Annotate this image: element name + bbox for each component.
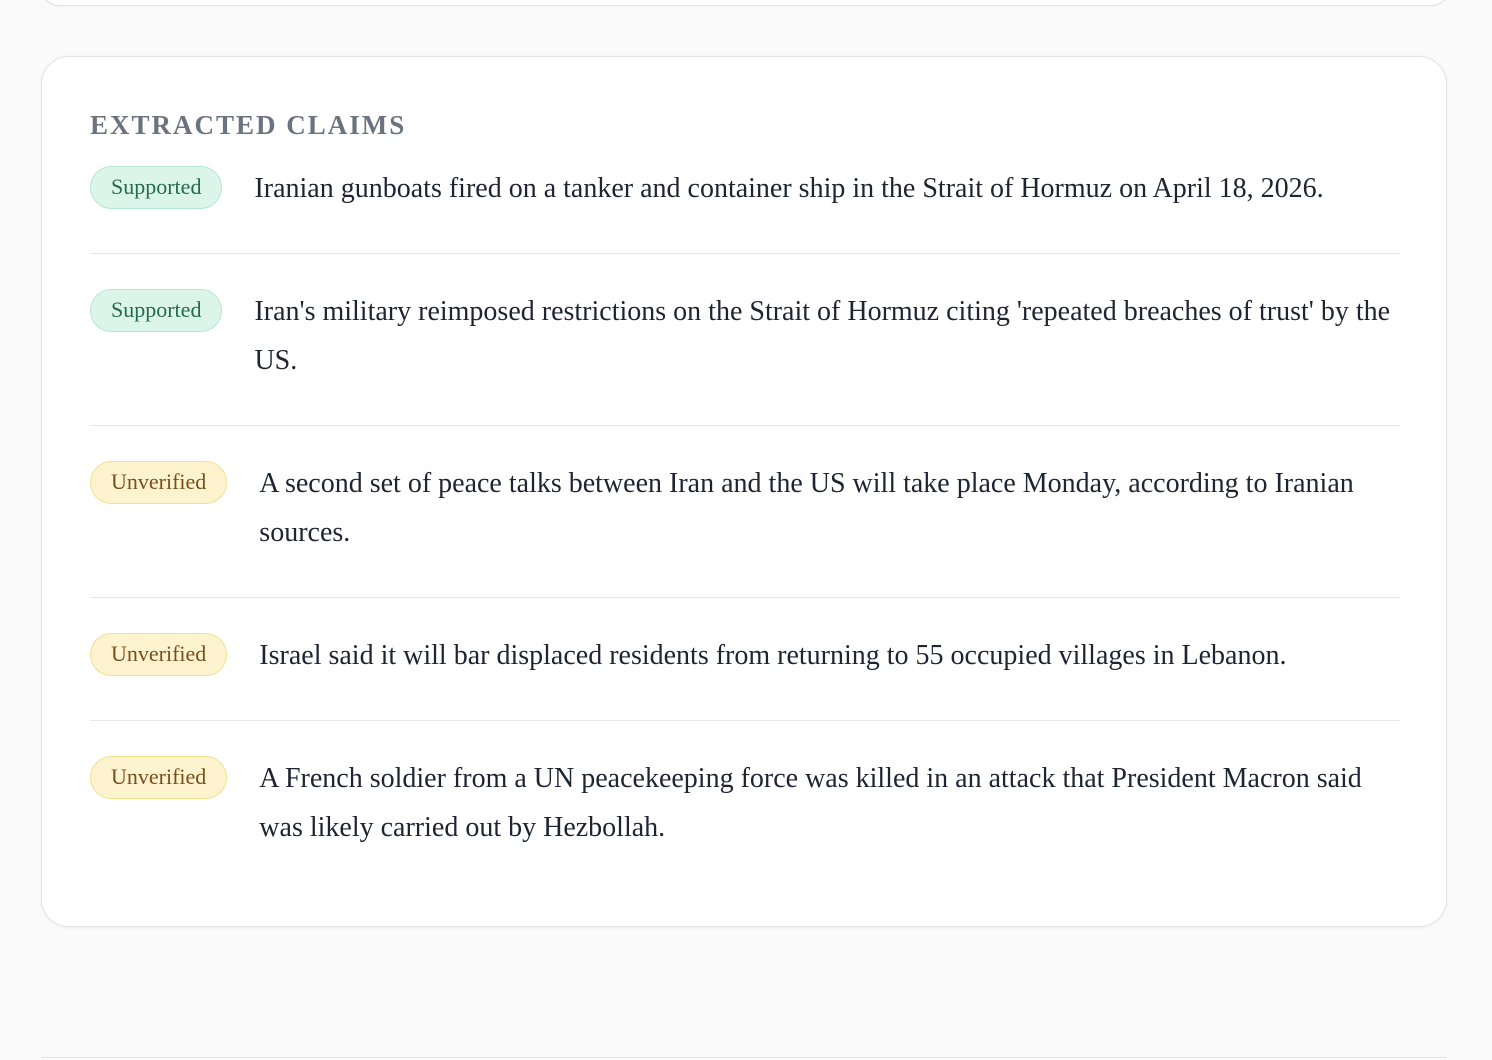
previous-card-bottom-edge (41, 0, 1449, 6)
claim-text: A French soldier from a UN peacekeeping force was killed in an attack that President Macron said was likely carried out by Hezbollah. (259, 763, 1362, 843)
claim-item (90, 755, 1400, 852)
claim-text: A second set of peace talks between Iran and the US will take place Monday, according to Iranian sources. (259, 468, 1354, 548)
claim-item (90, 632, 1400, 721)
next-section-divider (41, 1057, 1447, 1058)
claim-item (90, 460, 1400, 598)
status-badge-supported: Supported (90, 166, 222, 209)
claim-text: Israel said it will bar displaced residents from returning to 55 occupied villages in Lebanon. (259, 640, 1287, 671)
claim-item (90, 165, 1400, 254)
claim-item (90, 288, 1400, 426)
status-badge-unverified: Unverified (90, 633, 227, 676)
status-badge-unverified: Unverified (90, 461, 227, 504)
section-title: EXTRACTED CLAIMS (90, 110, 407, 140)
extracted-claims-card (41, 56, 1447, 927)
claims-list (90, 165, 1398, 852)
status-badge-unverified: Unverified (90, 756, 227, 799)
claim-text: Iranian gunboats fired on a tanker and container ship in the Strait of Hormuz on April 18, 2026. (254, 173, 1324, 204)
status-badge-supported: Supported (90, 289, 222, 332)
claim-text: Iran's military reimposed restrictions on the Strait of Hormuz citing 'repeated breaches of trust' by the US. (254, 296, 1391, 376)
